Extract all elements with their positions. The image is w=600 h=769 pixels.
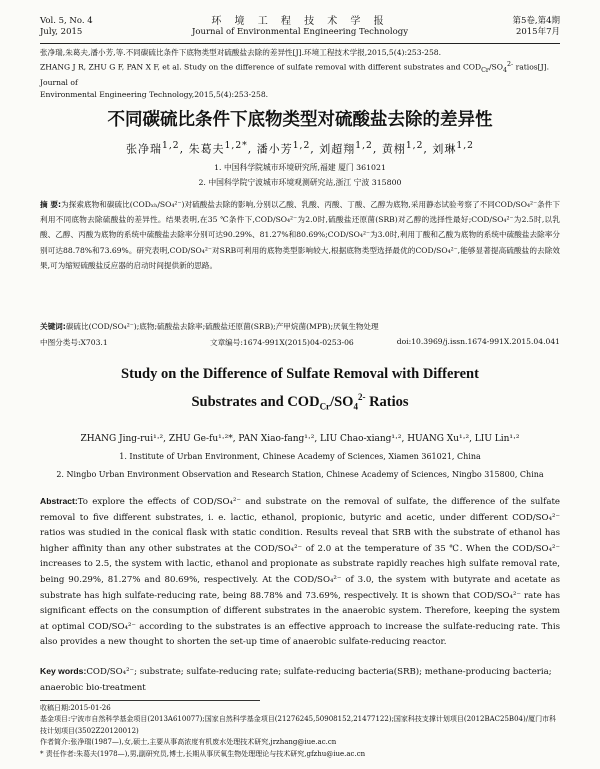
abstract-en — [40, 494, 560, 651]
issue-date-cn: 2015年7月 — [515, 27, 560, 37]
abstract-cn-text: 为探索底物和碳硫比(CODₓₕ/SO₄²⁻)对硫酸盐去除的影响,分别以乙酸、乳酸、丙酸、丁酸、乙醇为底物,采用静态试验考察了不同COD/SO₄²⁻条件下利用不同底物去除硫酸盐的差异性。结果表明,在35 ℃条件下,COD/SO₄²⁻为2.0时,硫酸盐还原菌(SRB)对乙醇的选择性最好;COD/SO₄²⁻为2.5时,以乳酸、乙醇、丙酸为底物的系统中硫酸盐去除率分别可达90.29%、81.27%和80.69%;COD/SO₄²⁻为3.0时,利用丁酸和乙酸为底物的系统中硫酸盐去除率分别可达88.78%和73.69%。研究表明,COD/SO₄²⁻对SRB可利用的底物类型影响较大,根据底物类型选择最优的COD/SO₄²⁻,能够显著提高硫酸盐的去除效果,可为缩短硫酸盐反应器的启动时间提供新的思路。 — [40, 200, 560, 270]
keywords-en — [40, 664, 560, 696]
abstract-en-label: Abstract: — [40, 496, 78, 506]
footnote-author: 作者简介:张净瑞(1987—),女,硕士,主要从事高浓度有机废水处理技术研究,jrzhang@iue.ac.cn — [40, 738, 337, 747]
keywords-cn-text: 碳硫比(COD/SO₄²⁻);底物;硫酸盐去除率;硫酸盐还原菌(SRB);产甲烷菌(MPB);厌氧生物处理 — [65, 322, 379, 331]
journal-name-cn: 环 境 工 程 技 术 学 报 — [211, 16, 389, 27]
article-number: 文章编号:1674-991X(2015)04-0253-06 — [210, 338, 354, 347]
abstract-cn-label: 摘 要: — [40, 200, 61, 209]
running-header — [40, 16, 560, 42]
author-name: 刘琳 — [432, 142, 457, 156]
footnote-received: 收稿日期:2015-01-26 — [40, 704, 111, 712]
author-name: 朱葛夫 — [188, 142, 225, 156]
affiliation-cn-1: 1. 中国科学院城市环境研究所,福建 厦门 361021 — [214, 163, 386, 172]
issue-number-cn: 第5卷,第4期 — [512, 16, 560, 26]
author-name: 张净瑞 — [126, 142, 163, 156]
header-center — [40, 16, 560, 38]
citation-en: ZHANG J R, ZHU G F, PAN X F, et al. Study on the difference of sulfate removal with different substrates and $COD_{Cr}/SO_4^{2-}$ ratios[J]. Journal of — [40, 61, 550, 88]
citation-cn: 张净瑞,朱葛夫,潘小芳,等.不同碳硫比条件下底物类型对硫酸盐去除的差异性[J].环境工程技术学报,2015,5(4):253-258. — [40, 48, 442, 57]
author-list-cn: 张净瑞$^{1,2}$, 朱葛夫$^{1,2*}$, 潘小芳$^{1,2}$, 刘超翔$^{1,2}$, 黄栩$^{1,2}$, 刘琳$^{1,2}$ — [126, 140, 474, 156]
header-right — [512, 16, 560, 38]
citation-block — [40, 47, 560, 101]
footnote-corresponding: * 责任作者:朱葛夫(1978—),男,副研究员,博士,长期从事厌氧生物处理理论与技术研究,gfzhu@iue.ac.cn — [40, 749, 366, 758]
keywords-en-label: Key words: — [40, 666, 87, 676]
affiliation-en-1: 1. Institute of Urban Environment, Chinese Academy of Sciences, Xiamen 361021, China — [119, 452, 481, 461]
author-name: 潘小芳 — [256, 142, 293, 156]
keywords-cn — [40, 319, 560, 334]
author-name: 刘超翔 — [319, 142, 356, 156]
keywords-en-text: COD/SO₄²⁻; substrate; sulfate-reducing rate; sulfate-reducing bacteria(SRB); methane-producing bacteria; anaerobic bio-treatment — [40, 667, 552, 693]
affiliation-cn-2: 2. 中国科学院宁波城市环境观测研究站,浙江 宁波 315800 — [198, 178, 402, 187]
journal-name-en: Journal of Environmental Engineering Technology — [191, 27, 409, 37]
footnotes — [40, 703, 560, 760]
affiliation-en-2: 2. Ningbo Urban Environment Observation and Research Station, Chinese Academy of Sciences, Ningbo 315800, China — [56, 470, 544, 479]
footnote-funding: 基金项目:宁波市自然科学基金项目(2013A610077);国家自然科学基金项目(21276245,50908152,21477122);国家科技支撑计划项目(2012BAC25B04)/厦门市科技计划项目(3502Z20120012) — [40, 715, 557, 735]
keywords-cn-label: 关键词: — [40, 322, 66, 331]
footnote-rule — [40, 700, 260, 701]
abstract-en-text: To explore the effects of COD/SO₄²⁻ and substrate on the removal of sulfate, the difference of the sulfate removal to five different substrates, i. e. lactic, ethanol, propionic, butyric and acetic, under different COD/SO₄²⁻ ratios was studied in the conical flask with static condition. Results reveal that SRB with the substrate of ethanol has higher affinity than any other substrates at the COD/SO₄²⁻ of 2.0 at the temperature of 35 ℃. When the COD/SO₄²⁻ increases to 2.5, the system with lactic, ethanol and propionate as substrate rapidly reaches high sulfate removal rate, being 90.29%, 81.27% and 80.69%, respectively. At the COD/SO₄²⁻ of 3.0, the system with butyrate and acetate as substrate has high sulfate-reducing rate, being 88.78% and 73.69%, respectively. It is shown that COD/SO₄²⁻ rate has significant effects on the consumption of different substrates in the anaerobic system. Therefore, keeping the system at optimal COD/SO₄²⁻ according to the substrates is an effective approach to increase the sulfate-reducing rate. This also provides a new thought to shorten the set-up time of anaerobic sulfate-reducing reactor. — [40, 497, 560, 648]
volume-number: Vol. 5, No. 4 — [40, 16, 93, 26]
paper-title-en: Study on the Difference of Sulfate Removal with Different Substrates and $COD_{Cr}/SO_4^{2-}$ Ratios — [121, 366, 479, 412]
paper-title-cn: 不同碳硫比条件下底物类型对硫酸盐去除的差异性 — [107, 110, 493, 130]
issue-date: July, 2015 — [40, 27, 83, 37]
citation-en-cont: Environmental Engineering Technology,2015,5(4):253-258. — [40, 90, 269, 100]
header-rule — [40, 43, 560, 44]
doi: doi:10.3969/j.issn.1674-991X.2015.04.041 — [396, 337, 560, 346]
author-list-en: ZHANG Jing-rui¹·², ZHU Ge-fu¹·²*, PAN Xiao-fang¹·², LIU Chao-xiang¹·², HUANG Xu¹·², LIU Lin¹·² — [80, 434, 520, 444]
abstract-cn — [40, 197, 560, 287]
clc-number: 中图分类号:X703.1 — [40, 338, 108, 347]
author-name: 黄栩 — [381, 142, 406, 156]
